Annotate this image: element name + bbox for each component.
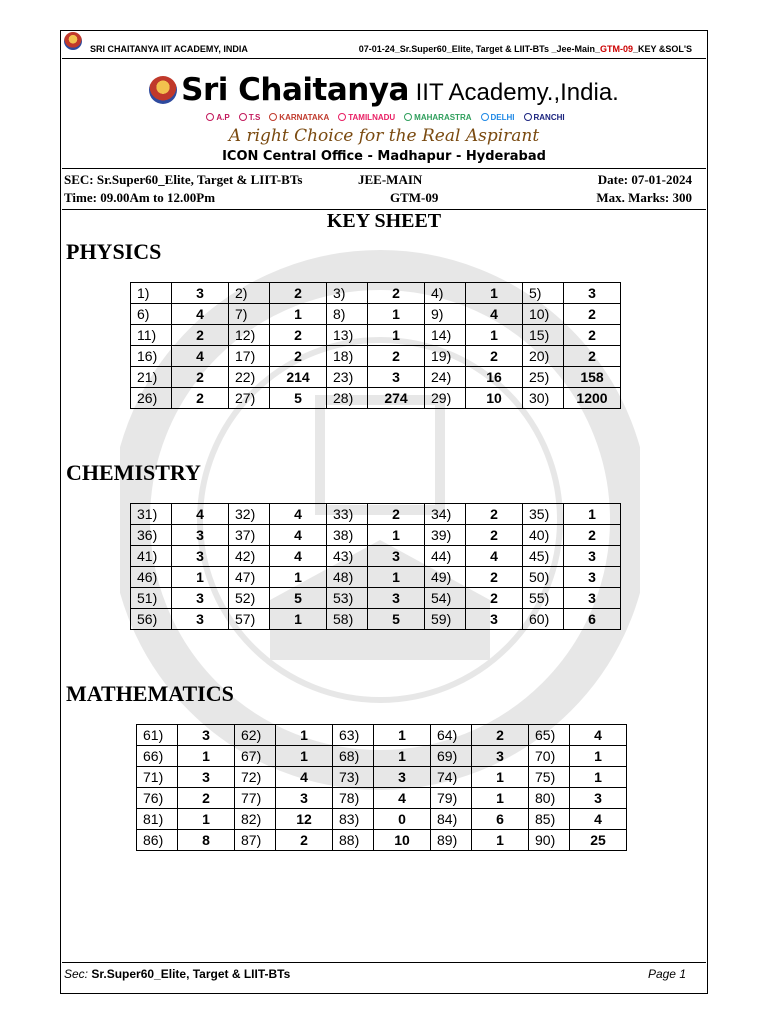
- answer-cell: 2: [466, 346, 523, 367]
- answer-cell: 12: [276, 809, 333, 830]
- brand-logo-icon: [149, 76, 177, 104]
- office-address: ICON Central Office - Madhapur - Hyderabad: [222, 149, 546, 164]
- question-number: 80): [529, 788, 570, 809]
- answer-cell: 1: [472, 788, 529, 809]
- answer-cell: 2: [564, 525, 621, 546]
- question-number: 67): [235, 746, 276, 767]
- answer-cell: 4: [270, 546, 327, 567]
- answer-cell: 3: [564, 546, 621, 567]
- question-number: 90): [529, 830, 570, 851]
- state-list: [0, 113, 768, 122]
- table-row: [131, 367, 621, 388]
- table-row: [137, 767, 627, 788]
- exam-info: [62, 168, 706, 210]
- answer-cell: 2: [368, 504, 425, 525]
- question-number: 86): [137, 830, 178, 851]
- answer-cell: 3: [172, 546, 229, 567]
- answer-cell: 2: [172, 367, 229, 388]
- question-number: 46): [131, 567, 172, 588]
- question-number: 72): [235, 767, 276, 788]
- question-number: 54): [425, 588, 466, 609]
- question-number: 16): [131, 346, 172, 367]
- question-number: 2): [229, 283, 270, 304]
- question-number: 78): [333, 788, 374, 809]
- question-number: 42): [229, 546, 270, 567]
- answer-cell: 4: [172, 346, 229, 367]
- answer-cell: 2: [178, 788, 235, 809]
- question-number: 4): [425, 283, 466, 304]
- answer-cell: 2: [276, 830, 333, 851]
- answer-cell: 2: [466, 525, 523, 546]
- flower-icon: [524, 113, 532, 121]
- answer-cell: 3: [368, 546, 425, 567]
- brand-title: [0, 72, 768, 108]
- question-number: 36): [131, 525, 172, 546]
- time-info: Time: 09.00Am to 12.00Pm: [64, 190, 216, 205]
- question-number: 33): [327, 504, 368, 525]
- table-row: [131, 588, 621, 609]
- answer-cell: 3: [276, 788, 333, 809]
- question-number: 14): [425, 325, 466, 346]
- table-row: [137, 725, 627, 746]
- answer-cell: 2: [270, 283, 327, 304]
- question-number: 88): [333, 830, 374, 851]
- answer-cell: 1: [472, 830, 529, 851]
- table-row: [137, 809, 627, 830]
- answer-cell: 4: [172, 504, 229, 525]
- question-number: 61): [137, 725, 178, 746]
- answer-cell: 1: [276, 746, 333, 767]
- answer-cell: 2: [172, 325, 229, 346]
- answer-cell: 3: [466, 609, 523, 630]
- question-number: 70): [529, 746, 570, 767]
- answer-cell: 1: [276, 725, 333, 746]
- question-number: 84): [431, 809, 472, 830]
- answer-cell: 4: [270, 504, 327, 525]
- section-heading-mathematics: MATHEMATICS: [66, 681, 234, 706]
- answer-cell: 1: [270, 609, 327, 630]
- table-row: [131, 546, 621, 567]
- answer-cell: 25: [570, 830, 627, 851]
- answer-cell: 158: [564, 367, 621, 388]
- answer-cell: 1: [466, 283, 523, 304]
- answer-cell: 4: [276, 767, 333, 788]
- question-number: 89): [431, 830, 472, 851]
- question-number: 56): [131, 609, 172, 630]
- question-number: 60): [523, 609, 564, 630]
- question-number: 27): [229, 388, 270, 409]
- answer-cell: 2: [564, 304, 621, 325]
- answer-cell: 10: [374, 830, 431, 851]
- question-number: 38): [327, 525, 368, 546]
- answer-cell: 2: [172, 388, 229, 409]
- answer-cell: 2: [270, 325, 327, 346]
- table-row: [137, 746, 627, 767]
- question-number: 75): [529, 767, 570, 788]
- question-number: 3): [327, 283, 368, 304]
- answer-cell: 1: [368, 304, 425, 325]
- answer-cell: 5: [368, 609, 425, 630]
- answer-cell: 3: [564, 567, 621, 588]
- question-number: 77): [235, 788, 276, 809]
- question-number: 59): [425, 609, 466, 630]
- question-number: 79): [431, 788, 472, 809]
- state-item: MAHARASTRA: [401, 113, 471, 122]
- brand-name: Sri Chaitanya: [181, 72, 409, 108]
- answer-cell: 3: [178, 767, 235, 788]
- answer-cell: 1: [472, 767, 529, 788]
- answer-cell: 3: [368, 588, 425, 609]
- answer-cell: 3: [172, 525, 229, 546]
- answer-cell: 1: [178, 809, 235, 830]
- answer-cell: 1: [570, 767, 627, 788]
- exam-name: JEE-MAIN: [358, 172, 423, 187]
- question-number: 71): [137, 767, 178, 788]
- mathematics-key-table: [136, 724, 627, 851]
- question-number: 64): [431, 725, 472, 746]
- question-number: 81): [137, 809, 178, 830]
- question-number: 68): [333, 746, 374, 767]
- state-item: KARNATAKA: [266, 113, 329, 122]
- question-number: 13): [327, 325, 368, 346]
- answer-cell: 2: [368, 283, 425, 304]
- state-item: TAMILNADU: [335, 113, 395, 122]
- question-number: 53): [327, 588, 368, 609]
- answer-cell: 6: [564, 609, 621, 630]
- question-number: 41): [131, 546, 172, 567]
- answer-cell: 1: [570, 746, 627, 767]
- answer-cell: 2: [466, 504, 523, 525]
- question-number: 48): [327, 567, 368, 588]
- question-number: 26): [131, 388, 172, 409]
- answer-cell: 5: [270, 388, 327, 409]
- answer-cell: 1: [172, 567, 229, 588]
- answer-cell: 0: [374, 809, 431, 830]
- question-number: 9): [425, 304, 466, 325]
- answer-cell: 3: [368, 367, 425, 388]
- question-number: 45): [523, 546, 564, 567]
- question-number: 83): [333, 809, 374, 830]
- answer-cell: 4: [570, 725, 627, 746]
- flower-icon: [269, 113, 277, 121]
- answer-cell: 1: [368, 325, 425, 346]
- answer-cell: 1: [270, 567, 327, 588]
- table-row: [131, 567, 621, 588]
- question-number: 23): [327, 367, 368, 388]
- brand-suffix: IIT Academy.,India.: [408, 79, 619, 106]
- question-number: 6): [131, 304, 172, 325]
- answer-cell: 4: [172, 304, 229, 325]
- answer-cell: 2: [368, 346, 425, 367]
- table-row: [131, 304, 621, 325]
- question-number: 19): [425, 346, 466, 367]
- question-number: 47): [229, 567, 270, 588]
- question-number: 57): [229, 609, 270, 630]
- question-number: 5): [523, 283, 564, 304]
- table-row: [131, 504, 621, 525]
- question-number: 43): [327, 546, 368, 567]
- question-number: 30): [523, 388, 564, 409]
- question-number: 31): [131, 504, 172, 525]
- question-number: 66): [137, 746, 178, 767]
- question-number: 37): [229, 525, 270, 546]
- question-number: 51): [131, 588, 172, 609]
- question-number: 82): [235, 809, 276, 830]
- section-info: SEC: Sr.Super60_Elite, Target & LIIT-BTs: [64, 172, 303, 187]
- flower-icon: [404, 113, 412, 121]
- question-number: 39): [425, 525, 466, 546]
- table-row: [131, 609, 621, 630]
- answer-cell: 2: [466, 567, 523, 588]
- question-number: 49): [425, 567, 466, 588]
- max-marks: Max. Marks: 300: [596, 190, 692, 205]
- answer-cell: 1: [466, 325, 523, 346]
- section-heading-physics: PHYSICS: [66, 239, 162, 264]
- flower-icon: [206, 113, 214, 121]
- answer-cell: 4: [466, 546, 523, 567]
- document-header: [62, 36, 706, 59]
- answer-cell: 3: [472, 746, 529, 767]
- answer-cell: 1: [270, 304, 327, 325]
- question-number: 69): [431, 746, 472, 767]
- question-number: 65): [529, 725, 570, 746]
- question-number: 52): [229, 588, 270, 609]
- answer-cell: 8: [178, 830, 235, 851]
- state-item: RANCHI: [521, 113, 565, 122]
- question-number: 22): [229, 367, 270, 388]
- table-row: [131, 325, 621, 346]
- answer-cell: 2: [564, 346, 621, 367]
- question-number: 63): [333, 725, 374, 746]
- flower-icon: [338, 113, 346, 121]
- question-number: 74): [431, 767, 472, 788]
- question-number: 87): [235, 830, 276, 851]
- answer-cell: 2: [564, 325, 621, 346]
- answer-cell: 4: [374, 788, 431, 809]
- question-number: 58): [327, 609, 368, 630]
- question-number: 85): [529, 809, 570, 830]
- question-number: 55): [523, 588, 564, 609]
- page-title: KEY SHEET: [326, 210, 442, 232]
- answer-cell: 4: [270, 525, 327, 546]
- answer-cell: 3: [374, 767, 431, 788]
- question-number: 7): [229, 304, 270, 325]
- document-footer: [62, 962, 706, 983]
- exam-date: Date: 07-01-2024: [597, 172, 692, 187]
- question-number: 18): [327, 346, 368, 367]
- question-number: 21): [131, 367, 172, 388]
- question-number: 12): [229, 325, 270, 346]
- answer-cell: 3: [178, 725, 235, 746]
- academy-logo-icon: [64, 32, 82, 50]
- section-heading-chemistry: CHEMISTRY: [66, 460, 201, 485]
- answer-cell: 3: [172, 588, 229, 609]
- question-number: 25): [523, 367, 564, 388]
- state-item: A.P: [203, 113, 229, 122]
- table-row: [131, 346, 621, 367]
- question-number: 34): [425, 504, 466, 525]
- question-number: 44): [425, 546, 466, 567]
- answer-cell: 10: [466, 388, 523, 409]
- answer-cell: 1: [374, 725, 431, 746]
- answer-cell: 3: [172, 283, 229, 304]
- state-item: DELHI: [478, 113, 515, 122]
- answer-cell: 2: [270, 346, 327, 367]
- question-number: 73): [333, 767, 374, 788]
- question-number: 15): [523, 325, 564, 346]
- header-document-code: 07-01-24_Sr.Super60_Elite, Target & LIIT-BTs _Jee-Main_GTM-09_KEY &SOL'S: [358, 44, 692, 54]
- question-number: 24): [425, 367, 466, 388]
- question-number: 40): [523, 525, 564, 546]
- page-number: Page 1: [647, 967, 686, 981]
- answer-cell: 3: [570, 788, 627, 809]
- table-row: [137, 830, 627, 851]
- question-number: 62): [235, 725, 276, 746]
- question-number: 20): [523, 346, 564, 367]
- answer-cell: 1: [368, 525, 425, 546]
- question-number: 32): [229, 504, 270, 525]
- question-number: 1): [131, 283, 172, 304]
- footer-section: Sec: Sr.Super60_Elite, Target & LIIT-BTs: [64, 967, 291, 981]
- state-item: T.S: [236, 113, 261, 122]
- question-number: 28): [327, 388, 368, 409]
- question-number: 17): [229, 346, 270, 367]
- answer-cell: 3: [172, 609, 229, 630]
- answer-cell: 1: [564, 504, 621, 525]
- answer-cell: 274: [368, 388, 425, 409]
- question-number: 8): [327, 304, 368, 325]
- table-row: [131, 388, 621, 409]
- answer-cell: 2: [472, 725, 529, 746]
- question-number: 35): [523, 504, 564, 525]
- tagline: A right Choice for the Real Aspirant: [228, 126, 540, 146]
- flower-icon: [239, 113, 247, 121]
- test-name: GTM-09: [390, 190, 439, 205]
- question-number: 11): [131, 325, 172, 346]
- question-number: 29): [425, 388, 466, 409]
- answer-cell: 16: [466, 367, 523, 388]
- table-row: [131, 283, 621, 304]
- answer-cell: 4: [466, 304, 523, 325]
- question-number: 76): [137, 788, 178, 809]
- question-number: 10): [523, 304, 564, 325]
- answer-cell: 214: [270, 367, 327, 388]
- table-row: [131, 525, 621, 546]
- answer-cell: 3: [564, 283, 621, 304]
- header-academy-name: SRI CHAITANYA IIT ACADEMY, INDIA: [90, 44, 248, 54]
- table-row: [137, 788, 627, 809]
- answer-cell: 1: [374, 746, 431, 767]
- answer-cell: 1200: [564, 388, 621, 409]
- answer-cell: 4: [570, 809, 627, 830]
- physics-key-table: [130, 282, 621, 409]
- flower-icon: [481, 113, 489, 121]
- answer-cell: 6: [472, 809, 529, 830]
- answer-cell: 2: [466, 588, 523, 609]
- question-number: 50): [523, 567, 564, 588]
- answer-cell: 1: [178, 746, 235, 767]
- answer-cell: 1: [368, 567, 425, 588]
- chemistry-key-table: [130, 503, 621, 630]
- answer-cell: 5: [270, 588, 327, 609]
- answer-cell: 3: [564, 588, 621, 609]
